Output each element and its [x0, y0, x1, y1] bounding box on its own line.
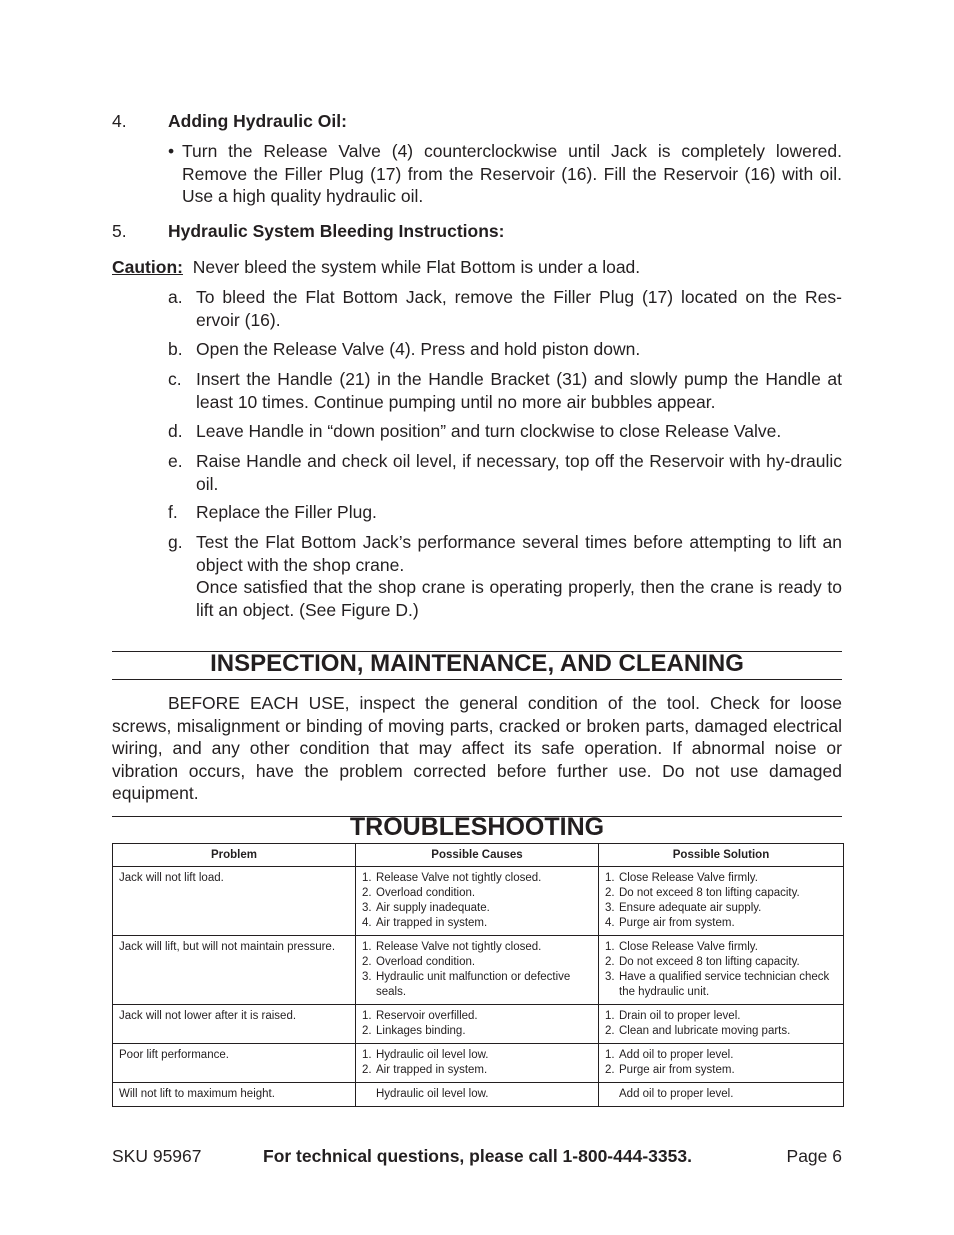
column-header-causes: Possible Causes	[356, 844, 599, 867]
problem-cell: Jack will lift, but will not maintain pressure.	[113, 936, 356, 1005]
list-item: 1. Drain oil to proper level.	[605, 1010, 741, 1022]
column-header-problem: Problem	[113, 844, 356, 867]
solution-cell	[599, 1083, 844, 1107]
section-4-bullet-text: Turn the Release Valve (4) counterclockwise until Jack is completely lowered. Remove the Filler Plug (17) from the Reservoir (16). Fill the Reservoir (16) with oil. Use a high quality hydraulic oil.	[182, 141, 842, 206]
step-g-text: Test the Flat Bottom Jack’s performance several times before attempting to lift an object with the shop crane.	[196, 532, 842, 575]
caution-line	[112, 256, 842, 279]
list-item: 2. Linkages binding.	[362, 1025, 466, 1037]
inspection-paragraph: BEFORE EACH USE, inspect the general condition of the tool. Check for loose screws, misalignment or binding of moving parts, cracked or broken parts, damaged electrical wiring, and any other condition that may affect its safe operation. If abnormal noise or vibration occurs, have the problem corrected before further use. Do not use damaged equipment.	[112, 693, 842, 803]
list-item: 3. Ensure adequate air supply.	[605, 902, 762, 914]
table-header-row	[113, 844, 844, 867]
solution-cell	[599, 936, 844, 1005]
list-item: 2. Do not exceed 8 ton lifting capacity.	[605, 956, 800, 968]
step-f-letter: f.	[168, 502, 178, 522]
step-a-text: To bleed the Flat Bottom Jack, remove the Filler Plug (17) located on the Res-ervoir (16).	[196, 287, 842, 330]
list-item: 1. Release Valve not tightly closed.	[362, 941, 542, 953]
list-item: 4. Purge air from system.	[605, 917, 735, 929]
causes-cell	[356, 1083, 599, 1107]
troubleshooting-table	[112, 843, 844, 1107]
list-item: 1. Close Release Valve firmly.	[605, 872, 758, 884]
section-4-number: 4.	[112, 111, 127, 131]
list-item: 1. Hydraulic oil level low.	[362, 1049, 489, 1061]
table-row	[113, 936, 844, 1005]
causes-cell	[356, 1044, 599, 1083]
step-f-text: Replace the Filler Plug.	[196, 502, 377, 522]
inspection-heading: INSPECTION, MAINTENANCE, AND CLEANING	[210, 650, 744, 677]
problem-cell: Jack will not lift load.	[113, 867, 356, 936]
caution-label: Caution:	[112, 257, 183, 277]
step-e-text: Raise Handle and check oil level, if necessary, top off the Reservoir with hy-draulic oil.	[196, 451, 842, 494]
table-row	[113, 1083, 844, 1107]
solution-cell	[599, 1044, 844, 1083]
step-a-letter: a.	[168, 287, 183, 307]
list-item: 2. Purge air from system.	[605, 1064, 735, 1076]
heading-rule	[112, 679, 842, 680]
problem-cell: Will not lift to maximum height.	[113, 1083, 356, 1107]
list-item: 3. Air supply inadequate.	[362, 902, 490, 914]
step-d-text: Leave Handle in “down position” and turn clockwise to close Release Valve.	[196, 421, 782, 441]
step-c-text: Insert the Handle (21) in the Handle Bracket (31) and slowly pump the Handle at least 10 times. Continue pumping until no more air bubbles appear.	[196, 369, 842, 412]
list-item: 2. Air trapped in system.	[362, 1064, 488, 1076]
list-item: 2. Overload condition.	[362, 887, 476, 899]
section-5-number: 5.	[112, 221, 127, 241]
list-item: 2. Do not exceed 8 ton lifting capacity.	[605, 887, 800, 899]
table-row	[113, 1044, 844, 1083]
causes-cell	[356, 1005, 599, 1044]
solution-cell	[599, 1005, 844, 1044]
footer-contact-line: For technical questions, please call 1-800-444-3353.	[263, 1146, 692, 1166]
troubleshooting-heading: TROUBLESHOOTING	[349, 813, 605, 841]
section-5-title: Hydraulic System Bleeding Instructions:	[168, 221, 505, 241]
causes-cell	[356, 867, 599, 936]
step-d-letter: d.	[168, 421, 183, 441]
step-c-letter: c.	[168, 369, 182, 389]
list-item: 3. Have a qualified service technician check the hydraulic unit.	[605, 971, 830, 998]
step-g-letter: g.	[168, 532, 183, 552]
table-row	[113, 867, 844, 936]
list-item: Hydraulic oil level low.	[376, 1088, 489, 1100]
list-item: 1. Add oil to proper level.	[605, 1049, 734, 1061]
step-g-followup-text: Once satisfied that the shop crane is operating properly, then the crane is ready to lift an object. (See Figure D.)	[196, 577, 842, 620]
caution-text: Never bleed the system while Flat Bottom is under a load.	[192, 257, 641, 277]
list-item: 2. Overload condition.	[362, 956, 476, 968]
list-item: 1. Reservoir overfilled.	[362, 1010, 478, 1022]
solution-cell	[599, 867, 844, 936]
list-item: 1. Close Release Valve firmly.	[605, 941, 758, 953]
footer-sku: SKU 95967	[112, 1146, 202, 1166]
step-b-letter: b.	[168, 339, 183, 359]
list-item: Add oil to proper level.	[619, 1088, 734, 1100]
step-e-letter: e.	[168, 451, 183, 471]
list-item: 4. Air trapped in system.	[362, 917, 488, 929]
list-item: 3. Hydraulic unit malfunction or defective seals.	[362, 971, 571, 998]
problem-cell: Poor lift performance.	[113, 1044, 356, 1083]
bullet-marker: •	[168, 141, 175, 161]
causes-cell	[356, 936, 599, 1005]
list-item: 2. Clean and lubricate moving parts.	[605, 1025, 791, 1037]
table-row	[113, 1005, 844, 1044]
column-header-solution: Possible Solution	[599, 844, 844, 867]
problem-cell: Jack will not lower after it is raised.	[113, 1005, 356, 1044]
footer-page-number: Page 6	[786, 1146, 842, 1166]
list-item: 1. Release Valve not tightly closed.	[362, 872, 542, 884]
section-4-title: Adding Hydraulic Oil:	[168, 111, 347, 131]
step-b-text: Open the Release Valve (4). Press and hold piston down.	[196, 339, 641, 359]
